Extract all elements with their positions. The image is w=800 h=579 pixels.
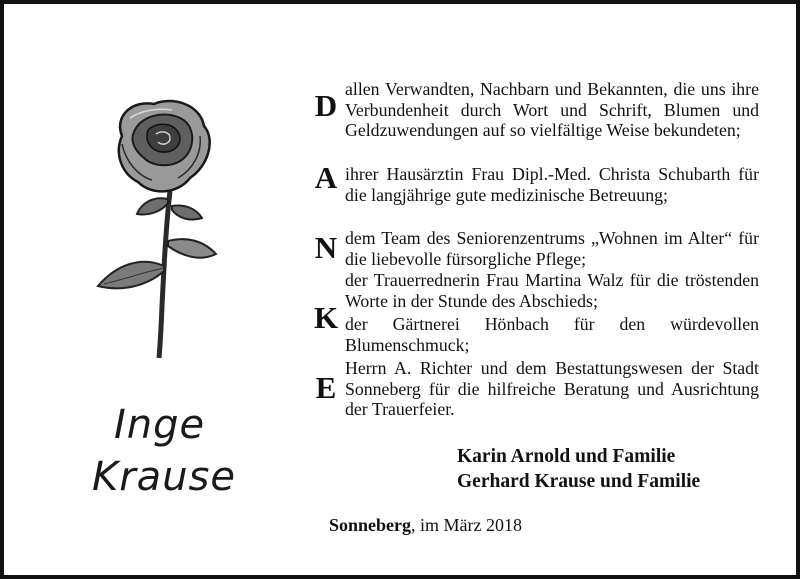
thanks-paragraph: dem Team des Seniorenzentrums „Wohnen im Alter“ für die liebevolle fürsorgliche Pflege; xyxy=(345,228,759,269)
danke-letter-e: E xyxy=(315,370,337,405)
thanks-paragraph: der Trauerrednerin Frau Martina Walz für die tröstenden Worte in der Stunde des Abschieds; xyxy=(345,270,759,311)
danke-letter-a: A xyxy=(314,160,338,195)
deceased-last-name: Krause xyxy=(92,454,236,500)
signature-line: Karin Arnold und Familie xyxy=(457,446,676,467)
thanks-paragraph: Herrn A. Richter und dem Bestattungswesen der Stadt Sonneberg für die hilfreiche Beratung und Ausrichtung der Trauerfeier. xyxy=(345,358,759,419)
signature-line: Gerhard Krause und Familie xyxy=(457,471,701,492)
deceased-first-name: Inge xyxy=(114,402,206,448)
danke-letter-n: N xyxy=(314,230,338,265)
rose-icon xyxy=(92,96,232,366)
thanks-paragraph: der Gärtnerei Hönbach für den würdevollen Blumenschmuck; xyxy=(345,314,759,355)
danke-letter-d: D xyxy=(314,88,338,123)
signatures xyxy=(457,444,700,494)
thanks-paragraph: allen Verwandten, Nachbarn und Bekannten, die uns ihre Verbundenheit durch Wort und Schrift, Blumen und Geldzuwendungen auf so vielfältige Weise bekundeten; xyxy=(345,79,759,140)
date: , im März 2018 xyxy=(411,515,522,535)
place-date xyxy=(329,515,522,536)
place: Sonneberg xyxy=(329,515,412,535)
thanks-paragraph: ihrer Hausärztin Frau Dipl.-Med. Christa Schubarth für die langjährige gute medizinische Betreuung; xyxy=(345,164,759,205)
danke-letter-k: K xyxy=(313,300,339,335)
